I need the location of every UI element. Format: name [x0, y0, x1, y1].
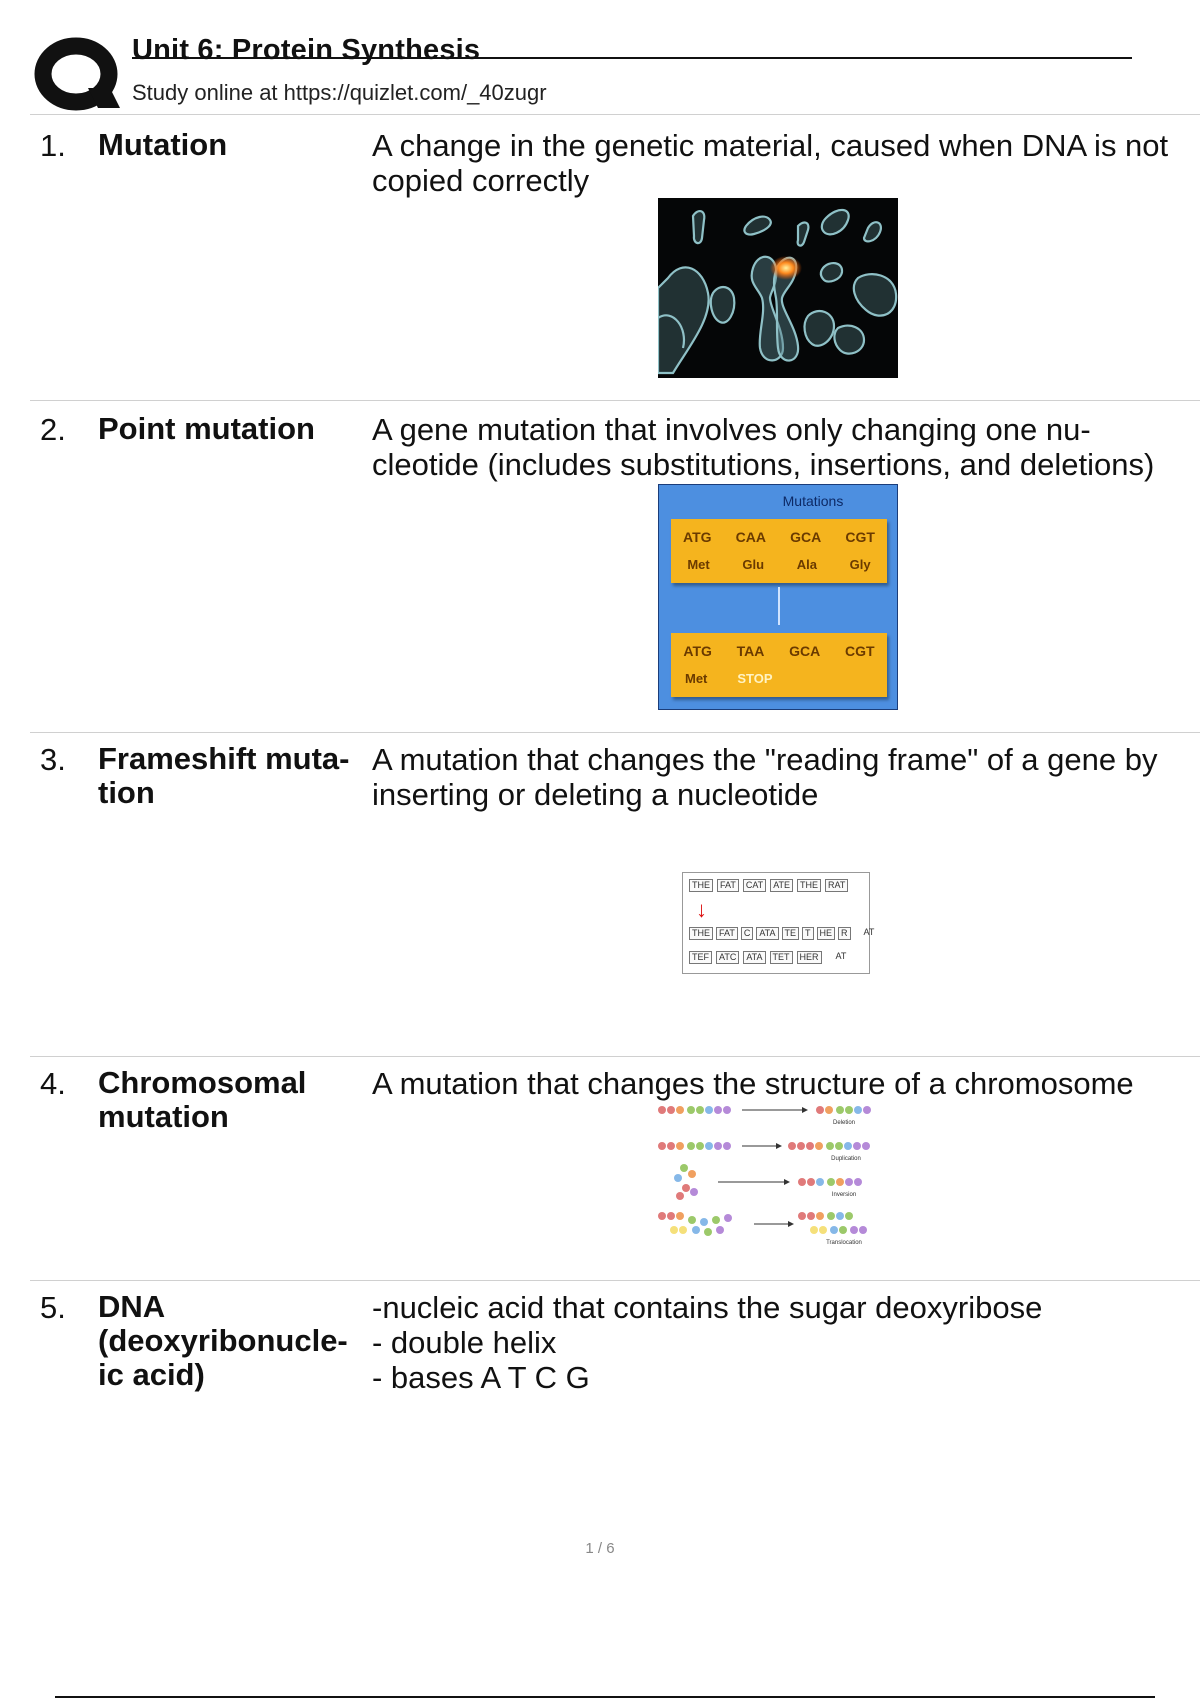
term-line: mutation	[98, 1099, 229, 1134]
flashcard-3	[30, 742, 1200, 1042]
header-divider	[30, 114, 1200, 115]
mutation-caption: Inversion	[831, 1192, 857, 1198]
set-title: Unit 6: Protein Synthesis	[132, 34, 481, 66]
card-divider	[30, 1056, 1200, 1057]
amino-acid: Gly	[849, 557, 871, 572]
point-mutation-diagram	[658, 484, 898, 710]
mutation-caption: Duplication	[831, 1156, 861, 1162]
card-definition	[372, 1290, 1200, 1395]
word-row-shifted	[689, 927, 876, 940]
amino-acid: Met	[687, 557, 710, 572]
codon: GCA	[789, 643, 821, 659]
card-term	[98, 128, 368, 162]
word-cell: TET	[770, 951, 793, 964]
definition-line: A gene mutation that involves only changing one nu-	[372, 412, 1091, 447]
definition-line: cleotide (includes substitutions, insertions, and deletions)	[372, 447, 1155, 482]
flashcard-2	[30, 412, 1200, 712]
stop-codon-label: STOP	[737, 671, 773, 686]
term-line: DNA	[98, 1289, 166, 1324]
definition-line: -nucleic acid that contains the sugar deoxyribose	[372, 1290, 1043, 1325]
card-definition	[372, 1066, 1200, 1101]
term-line: ic acid)	[98, 1357, 205, 1392]
term-line: Chromosomal	[98, 1065, 307, 1100]
term-line: (deoxyribonucle-	[98, 1323, 348, 1358]
codon: CGT	[845, 643, 875, 659]
card-definition	[372, 742, 1200, 812]
term-line: Point mutation	[98, 411, 315, 446]
study-online-link[interactable]: Study online at https://quizlet.com/_40zugr	[132, 80, 547, 105]
card-number: 2.	[40, 412, 66, 447]
chromosome-mutation-image	[658, 198, 898, 378]
card-divider	[30, 400, 1200, 401]
footer-rule	[55, 1696, 1155, 1698]
word-cell: FAT	[717, 879, 739, 892]
word-cell: THE	[689, 879, 713, 892]
card-definition	[372, 128, 1200, 198]
card-divider	[30, 732, 1200, 733]
codon: GCA	[790, 529, 822, 545]
word-cell: ATA	[743, 951, 765, 964]
codon: CGT	[845, 529, 875, 545]
word-cell: THE	[689, 927, 713, 940]
term-line: tion	[98, 775, 155, 810]
card-term	[98, 1066, 368, 1134]
codon: CAA	[735, 529, 767, 545]
word-cell: TEF	[689, 951, 712, 964]
codon-box-before	[671, 519, 887, 583]
codon-box-after	[671, 633, 887, 697]
word-cell: HE	[817, 927, 836, 940]
term-line: Mutation	[98, 127, 228, 162]
definition-line: inserting or deleting a nucleotide	[372, 777, 819, 812]
codon: ATG	[683, 643, 712, 659]
codon: ATG	[683, 529, 712, 545]
term-line: Frameshift muta-	[98, 741, 350, 776]
word-row-original	[689, 879, 848, 892]
word-cell: RAT	[825, 879, 848, 892]
amino-acid: Glu	[742, 557, 765, 572]
word-cell: T	[802, 927, 814, 940]
card-number: 4.	[40, 1066, 66, 1101]
card-number: 3.	[40, 742, 66, 777]
word-cell: THE	[797, 879, 821, 892]
word-cell: AT	[863, 927, 875, 937]
word-cell: ATE	[770, 879, 793, 892]
codon: TAA	[736, 643, 765, 659]
word-cell: ATA	[756, 927, 778, 940]
flashcard-4	[30, 1066, 1200, 1266]
definition-line: A mutation that changes the "reading frame" of a gene by	[372, 742, 1158, 777]
card-definition	[372, 412, 1200, 482]
definition-line: A change in the genetic material, caused when DNA is not	[372, 128, 1169, 163]
flashcard-5	[30, 1290, 1200, 1430]
definition-line: - double helix	[372, 1325, 557, 1360]
card-term	[98, 412, 368, 446]
card-number: 5.	[40, 1290, 66, 1325]
word-cell: R	[838, 927, 851, 940]
word-cell: FAT	[716, 927, 738, 940]
deletion-arrow-icon: ↓	[696, 897, 707, 922]
card-divider	[30, 1280, 1200, 1281]
word-cell: TE	[782, 927, 800, 940]
word-row-regrouped	[689, 951, 848, 964]
definition-line: - bases A T C G	[372, 1360, 590, 1395]
word-cell: C	[741, 927, 754, 940]
definition-line: A mutation that changes the structure of a chromosome	[372, 1066, 1134, 1101]
quizlet-logo-icon	[32, 32, 140, 116]
mutation-caption: Translocation	[826, 1240, 862, 1246]
word-cell: HER	[797, 951, 822, 964]
word-cell: AT	[835, 951, 847, 961]
chromosomal-mutation-diagram	[656, 1102, 888, 1262]
card-term	[98, 1290, 368, 1392]
down-arrow-icon	[778, 587, 780, 625]
mutation-caption: Deletion	[832, 1120, 856, 1126]
card-term	[98, 742, 368, 810]
page-number: 1 / 6	[585, 1540, 615, 1557]
word-cell: ATC	[716, 951, 739, 964]
document-header	[30, 28, 1140, 118]
flashcard-1	[30, 128, 1200, 378]
amino-acid: Met	[685, 671, 708, 686]
frameshift-diagram	[682, 872, 875, 974]
definition-line: copied correctly	[372, 163, 590, 198]
card-number: 1.	[40, 128, 66, 163]
word-cell: CAT	[743, 879, 766, 892]
amino-acid: Ala	[796, 557, 817, 572]
diagram-title: Mutations	[782, 493, 844, 509]
